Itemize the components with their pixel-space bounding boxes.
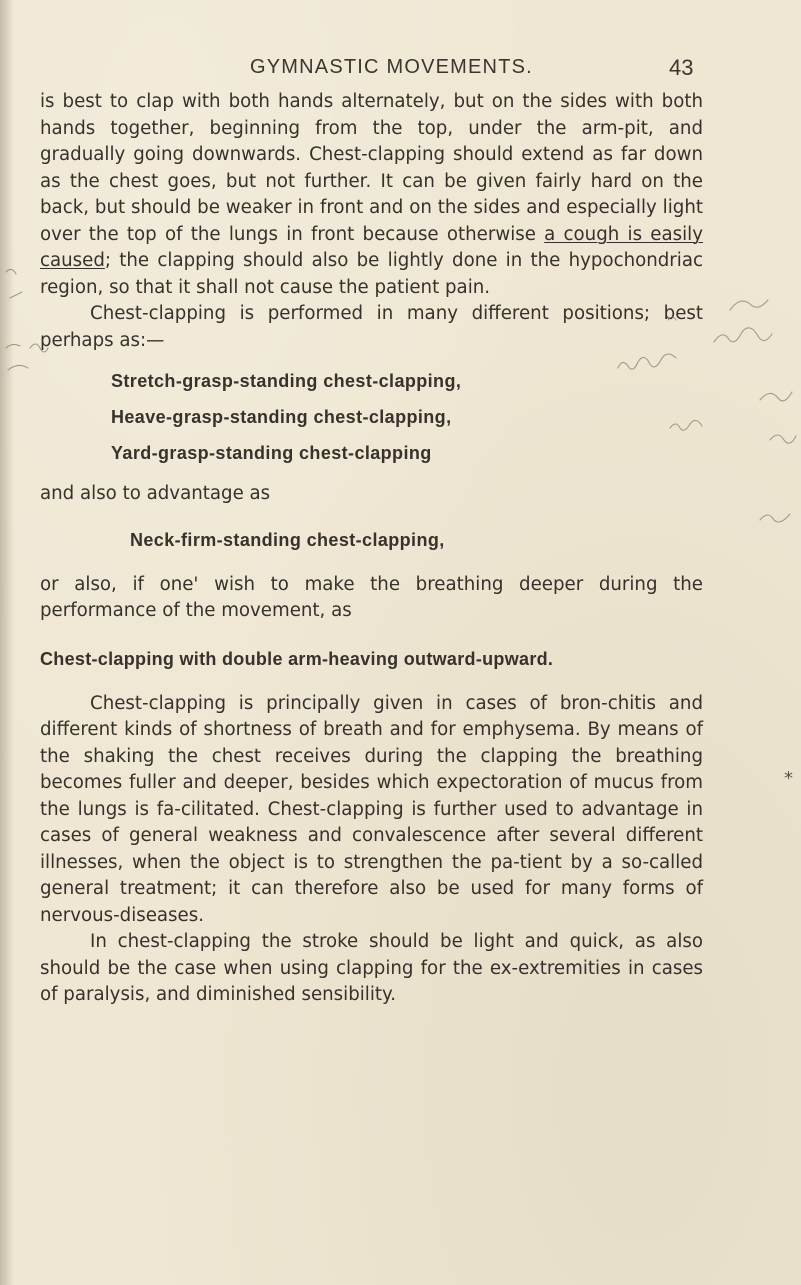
paragraph-clapping-technique [40, 89, 703, 301]
paragraph-deeper-breathing: or also, if one' wish to make the breathing deeper during the performance of the movement, as [40, 573, 703, 621]
position-yard-grasp: Yard-grasp-standing chest-clapping [111, 443, 432, 463]
paragraph-indications: Chest-clapping is principally given in cases of bron-chitis and different kinds of shortness of breath and for emphysema. By means of the shaking the chest receives during the clapping the breathing becomes fuller and deeper, besides which expectoration of mucus from the lungs is fa-cilitated. Chest-clapping is further used to advantage in cases of general weakness and convalescence after several different illnesses, when the object is to strengthen the pa-tient by a so-called general treatment; it can therefore also be used for many forms of nervous-diseases. [40, 692, 703, 926]
paragraph-stroke-quality: In chest-clapping the stroke should be light and quick, as also should be the case when using clapping for the ex-extremities in cases of paralysis, and diminished sensibility. [40, 931, 703, 1005]
position-double-arm-heaving: Chest-clapping with double arm-heaving outward-upward. [40, 648, 554, 669]
page-number: 43 [669, 55, 694, 80]
paragraph-positions-intro: Chest-clapping is performed in many different positions; best perhaps as:— [40, 303, 703, 351]
page-body [40, 89, 703, 1009]
position-neck-firm: Neck-firm-standing chest-clapping, [130, 529, 445, 550]
paragraph-also-advantage: and also to advantage as [40, 483, 271, 504]
margin-asterisk-icon: * [784, 768, 793, 789]
binding-shadow [0, 0, 14, 1285]
page-header [0, 56, 801, 86]
running-head: GYMNASTIC MOVEMENTS. [250, 56, 533, 78]
paragraph-1-text: is best to clap with both hands alternately, but on the sides with both hands together, beginning from the top, under the arm-pit, and gradually going downwards. Chest-clapping should extend as far down as the chest goes, but not further. It can be given fairly hard on the back, but should be weaker in front and on the sides and especially light over the top of the lungs in front because otherwise [40, 91, 703, 245]
pencil-marginalia-left [0, 250, 70, 410]
position-heave-grasp: Heave-grasp-standing chest-clapping, [111, 407, 452, 427]
paragraph-1-text-end: ; the clapping should also be lightly done in the hypochondriac region, so that it shall not cause the patient pain. [40, 250, 703, 298]
position-stretch-grasp: Stretch-grasp-standing chest-clapping, [111, 371, 462, 391]
underlined-phrase: a cough is easily caused [40, 223, 703, 271]
pencil-marginalia-right [610, 250, 800, 610]
